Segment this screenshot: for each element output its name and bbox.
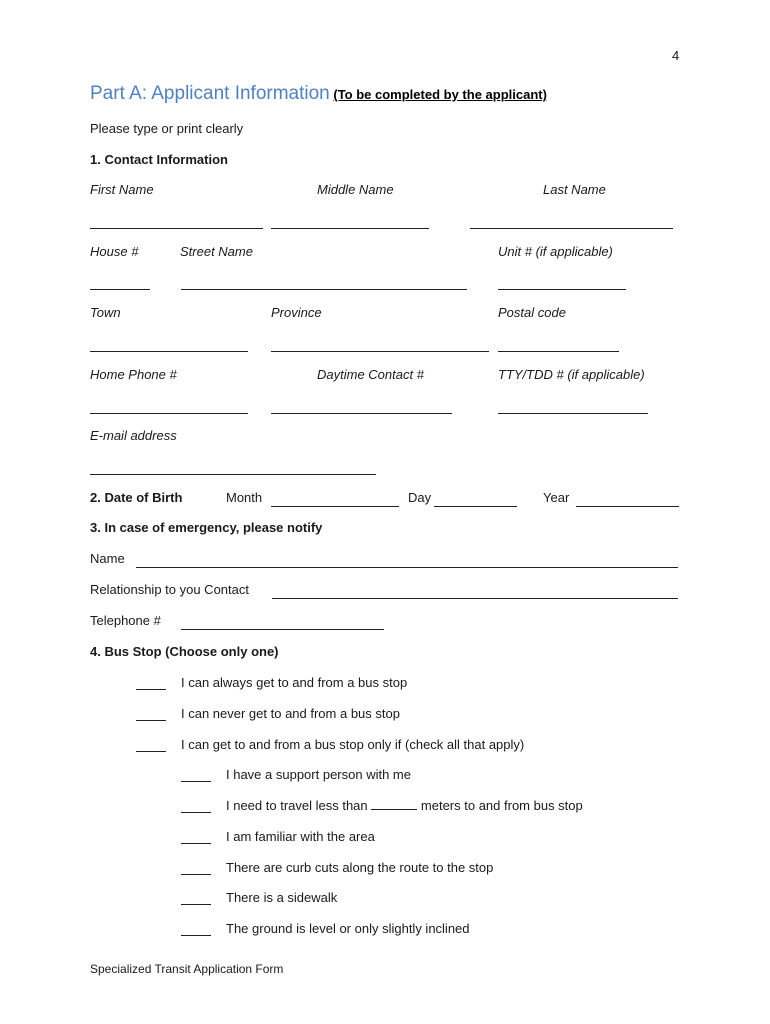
- telephone-label: Telephone #: [90, 613, 161, 628]
- province-label: Province: [271, 305, 322, 320]
- emergency-name-field[interactable]: [136, 551, 678, 568]
- street-name-label: Street Name: [180, 244, 253, 259]
- condition-level-ground-label: The ground is level or only slightly inclined: [226, 921, 470, 936]
- month-label: Month: [226, 490, 263, 505]
- first-name-field[interactable]: [90, 212, 263, 229]
- option-conditional-label: I can get to and from a bus stop only if (check all that apply): [181, 737, 525, 752]
- town-field[interactable]: [90, 335, 248, 352]
- birth-year-field[interactable]: [576, 490, 679, 507]
- house-number-label: House #: [90, 244, 139, 259]
- section-2-heading: 2. Date of Birth: [90, 490, 183, 505]
- condition-distance-row: [226, 798, 583, 813]
- condition-sidewalk-checkbox[interactable]: [181, 890, 211, 905]
- title-note: (To be completed by the applicant): [333, 87, 547, 102]
- option-never-label: I can never get to and from a bus stop: [181, 706, 400, 721]
- section-3-heading: 3. In case of emergency, please notify: [90, 520, 323, 535]
- year-label: Year: [543, 490, 570, 505]
- relationship-field[interactable]: [272, 582, 678, 599]
- section-4-heading: 4. Bus Stop (Choose only one): [90, 644, 279, 659]
- instruction-text: Please type or print clearly: [90, 121, 244, 136]
- email-field[interactable]: [90, 458, 376, 475]
- last-name-field[interactable]: [470, 212, 673, 229]
- postal-code-label: Postal code: [498, 305, 566, 320]
- emergency-telephone-field[interactable]: [181, 613, 384, 630]
- email-label: E-mail address: [90, 428, 177, 443]
- condition-sidewalk-label: There is a sidewalk: [226, 890, 338, 905]
- page-footer: Specialized Transit Application Form: [90, 962, 284, 976]
- tty-tdd-field[interactable]: [498, 397, 648, 414]
- relationship-label: Relationship to you Contact: [90, 582, 249, 597]
- page-title: Part A: Applicant Information: [90, 83, 330, 104]
- distance-meters-field[interactable]: [371, 798, 417, 810]
- tty-tdd-label: TTY/TDD # (if applicable): [498, 367, 645, 382]
- page-number: 4: [672, 48, 680, 63]
- emergency-name-label: Name: [90, 551, 125, 566]
- middle-name-label: Middle Name: [317, 182, 394, 197]
- birth-month-field[interactable]: [271, 490, 399, 507]
- condition-familiar-checkbox[interactable]: [181, 829, 211, 844]
- daytime-contact-field[interactable]: [271, 397, 452, 414]
- option-always-label: I can always get to and from a bus stop: [181, 675, 408, 690]
- middle-name-field[interactable]: [271, 212, 429, 229]
- home-phone-field[interactable]: [90, 397, 248, 414]
- condition-distance-label: I need to travel less than: [226, 798, 368, 813]
- unit-number-field[interactable]: [498, 273, 626, 290]
- option-always-checkbox[interactable]: [136, 675, 166, 690]
- birth-day-field[interactable]: [434, 490, 517, 507]
- home-phone-label: Home Phone #: [90, 367, 177, 382]
- option-never-checkbox[interactable]: [136, 706, 166, 721]
- house-number-field[interactable]: [90, 273, 150, 290]
- condition-distance-suffix: meters to and from bus stop: [420, 798, 583, 813]
- postal-code-field[interactable]: [498, 335, 619, 352]
- condition-support-checkbox[interactable]: [181, 767, 211, 782]
- section-1-heading: 1. Contact Information: [90, 152, 228, 167]
- last-name-label: Last Name: [543, 182, 606, 197]
- day-label: Day: [408, 490, 432, 505]
- option-conditional-checkbox[interactable]: [136, 737, 166, 752]
- street-name-field[interactable]: [181, 273, 467, 290]
- part-a-header: [90, 83, 547, 105]
- condition-familiar-label: I am familiar with the area: [226, 829, 375, 844]
- town-label: Town: [90, 305, 121, 320]
- condition-distance-checkbox[interactable]: [181, 798, 211, 813]
- condition-support-label: I have a support person with me: [226, 767, 411, 782]
- first-name-label: First Name: [90, 182, 154, 197]
- condition-curb-cuts-checkbox[interactable]: [181, 860, 211, 875]
- daytime-contact-label: Daytime Contact #: [317, 367, 424, 382]
- province-field[interactable]: [271, 335, 489, 352]
- condition-curb-cuts-label: There are curb cuts along the route to the stop: [226, 860, 494, 875]
- unit-number-label: Unit # (if applicable): [498, 244, 613, 259]
- condition-level-ground-checkbox[interactable]: [181, 921, 211, 936]
